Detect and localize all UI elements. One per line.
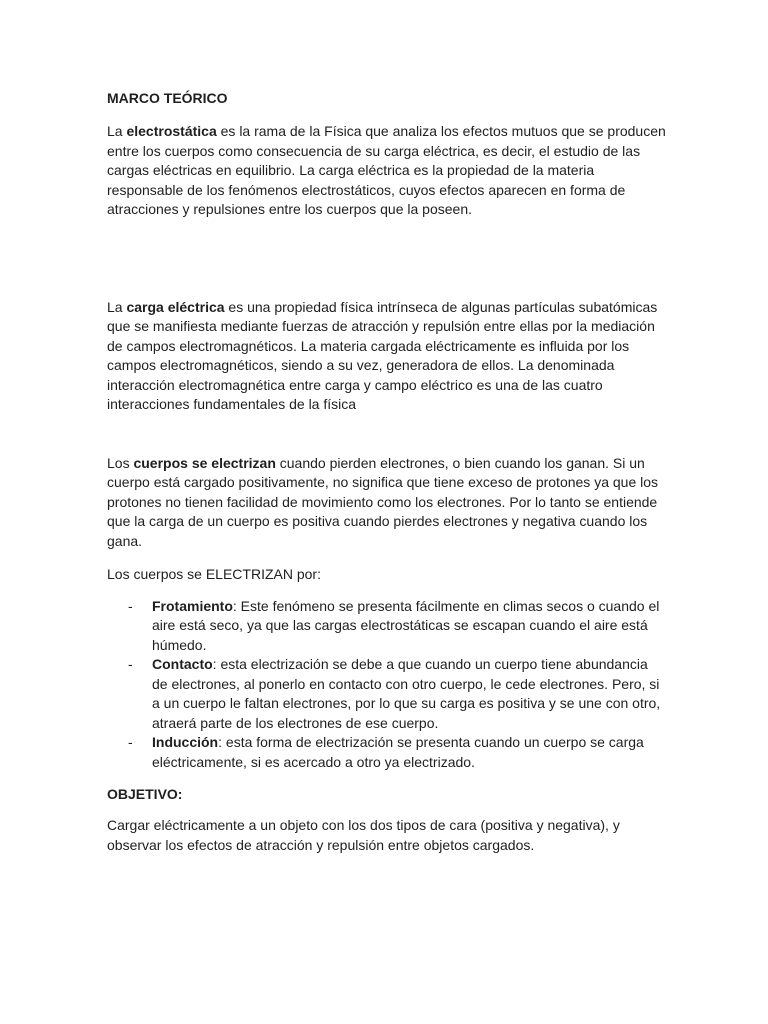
list-item-text: : esta electrización se debe a que cuando un cuerpo tiene abundancia de electrones, al ponerlo en contacto con otro cuerpo, le cede electrones. Pero, si a un cuerpo le faltan electrones, por lo que su carga es positiva y se une con otro, atraerá parte de los electrones de ese cuerpo. (152, 656, 661, 731)
term-electrostatics: electrostática (126, 123, 217, 139)
objective-text: Cargar eléctricamente a un objeto con los dos tipos de cara (positiva y negativa), y observar los efectos de atracción y repulsión entre objetos cargados. (107, 817, 620, 853)
term-friction: Frotamiento (152, 597, 233, 614)
paragraph-electrified-bodies (107, 454, 667, 552)
list-dash: - (128, 734, 133, 750)
list-item-contact (107, 655, 667, 733)
paragraph-text: cuando pierden electrones, o bien cuando los ganan. Si un cuerpo está cargado positivamente, no significa que tiene exceso de protones ya que los protones no tienen facilidad de movimiento como los electrones. Por lo tanto se entiende que la carga de un cuerpo es positiva cuando pierdes electrones y negativa cuando los gana. (107, 454, 659, 549)
paragraph-lead: Los (107, 454, 134, 471)
paragraph-electrostatics (107, 122, 667, 220)
list-item-text: : Este fenómeno se presenta fácilmente en climas secos o cuando el aire está seco, ya que las cargas electrostáticas se escapan cuando el aire está húmedo. (152, 597, 660, 653)
list-item-induction (107, 733, 667, 772)
list-item-friction (107, 597, 667, 656)
paragraph-lead: La (107, 123, 127, 139)
paragraph-text: es la rama de la Física que analiza los efectos mutuos que se producen entre los cuerpos como consecuencia de su carga eléctrica, es decir, el estudio de las cargas eléctricas en equilibrio. La carga eléctrica es la propiedad de la materia responsable de los fenómenos electrostáticos, cuyos efectos aparecen en forma de atracciones y repulsiones entre los cuerpos que la poseen. (107, 123, 666, 217)
paragraph-text: es una propiedad física intrínseca de algunas partículas subatómicas que se manifiesta mediante fuerzas de atracción y repulsión entre ellas por la mediación de campos electromagnéticos. La materia cargada eléctricamente es influida por los campos electromagnéticos, siendo a su vez, generadora de ellos. La denominada interacción electromagnética entre carga y campo eléctrico es una de las cuatro interacciones fundamentales de la física (107, 298, 658, 412)
paragraph-lead: La (107, 298, 127, 315)
document-page (107, 88, 667, 855)
list-dash: - (128, 597, 133, 614)
term-contact: Contacto (152, 656, 213, 672)
paragraph-electrification-intro: Los cuerpos se ELECTRIZAN por: (107, 566, 321, 582)
list-dash: - (128, 656, 133, 672)
term-electric-charge: carga eléctrica (126, 298, 225, 315)
paragraph-electric-charge (107, 298, 667, 415)
objective-heading: OBJETIVO: (107, 786, 183, 802)
list-item-text: : esta forma de electrización se presenta cuando un cuerpo se carga eléctricamente, si es acercado a otro ya electrizado. (152, 734, 644, 770)
term-induction: Inducción (152, 734, 219, 750)
document-title: MARCO TEÓRICO (107, 90, 228, 106)
electrification-list (107, 597, 667, 773)
term-electrified-bodies: cuerpos se electrizan (133, 454, 276, 471)
